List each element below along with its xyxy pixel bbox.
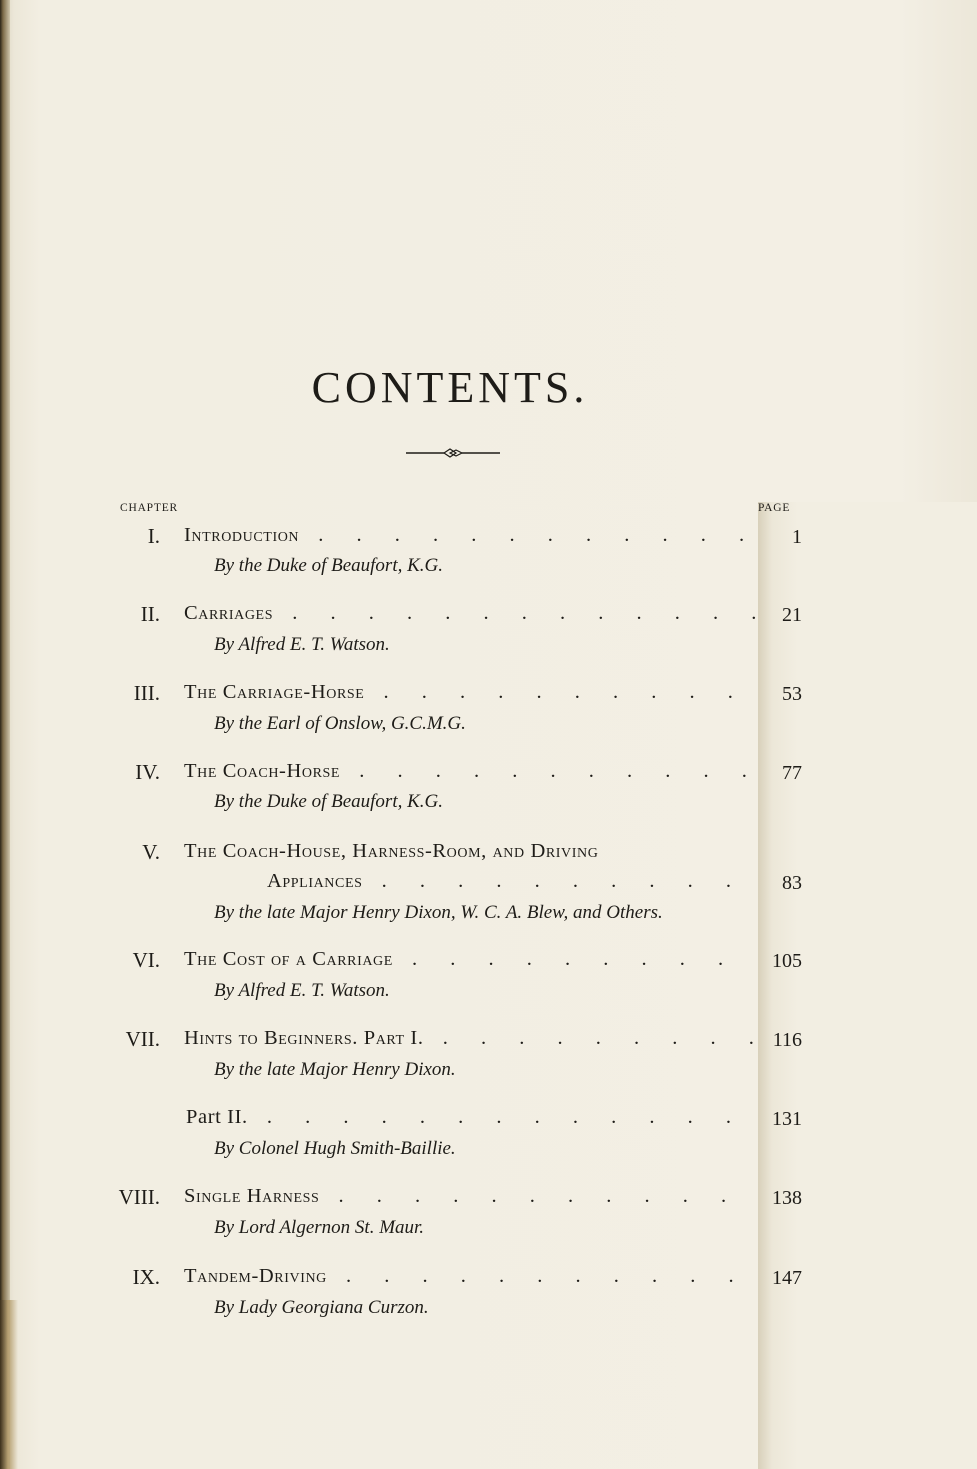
chapter-title: The Coach-House, Harness-Room, and Driving [184,840,599,862]
chapter-number: IX. [132,1265,160,1289]
chapter-title: Tandem-Driving . . . [184,1265,756,1288]
page-title: CONTENTS. [311,363,589,412]
chapter-title: Single Harness . . . [184,1185,756,1208]
chapter-title: Part II. . . . [186,1106,758,1129]
title-ornament [406,445,500,461]
chapter-author: By the Duke of Beaufort, K.G. [214,555,444,576]
chapter-number: III. [133,681,160,705]
chapter-author: By Alfred E. T. Watson. [214,980,390,1001]
chapter-title: Carriages . . . [184,602,756,625]
chapter-author: By Lady Georgiana Curzon. [214,1297,429,1318]
chapter-number: IV. [135,760,160,784]
chapter-number: II. [140,602,160,626]
page-number: 131 [772,1108,802,1130]
chapter-author: By the Earl of Onslow, G.C.M.G. [214,713,466,734]
chapter-title: The Coach-Horse . . . [184,760,756,783]
chapter-column-header: CHAPTER [120,502,178,514]
chapter-title: Hints to Beginners. Part I. . . . [184,1027,756,1050]
chapter-author: By the late Major Henry Dixon, W. C. A. Blew, and Others. [214,902,663,923]
page-edge-stain [0,1300,18,1469]
chapter-number: VIII. [118,1185,160,1209]
page-number: 105 [772,950,802,972]
chapter-title: The Cost of a Carriage . . . [184,948,756,971]
chapter-number: VI. [132,948,160,972]
page-number: 138 [772,1187,802,1209]
page-number: 83 [782,872,802,894]
page-number: 21 [782,604,802,626]
chapter-author: By the Duke of Beaufort, K.G. [214,791,444,812]
chapter-author: By Lord Algernon St. Maur. [214,1217,425,1238]
chapter-number: I. [147,524,160,548]
page-number: 1 [792,526,802,548]
page-edge-shadow [0,0,10,1469]
page-column-header: PAGE [758,502,977,1469]
chapter-title-continued: Appliances . . . [267,870,756,893]
chapter-author: By Colonel Hugh Smith-Baillie. [214,1138,456,1159]
chapter-title: Introduction . . . [184,524,756,547]
page-number: 53 [782,683,802,705]
page-number: 116 [772,1029,802,1051]
chapter-author: By Alfred E. T. Watson. [214,634,390,655]
page-number: 147 [772,1267,802,1289]
page-number: 77 [782,762,802,784]
chapter-author: By the late Major Henry Dixon. [214,1059,456,1080]
chapter-title: The Carriage-Horse . . . [184,681,756,704]
chapter-number: V. [142,840,160,864]
chapter-number: VII. [125,1027,160,1051]
